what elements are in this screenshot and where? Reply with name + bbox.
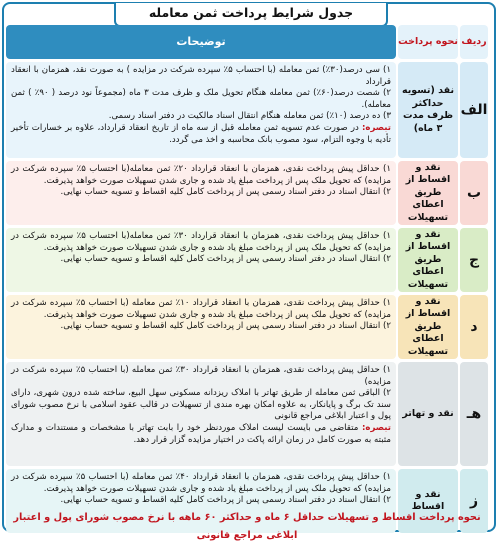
row-method: نقد و اقساط از طریق اعطای تسهیلات — [398, 161, 458, 225]
table-row — [6, 62, 488, 158]
table-row — [6, 295, 488, 359]
row-method: نقد و تهاتر — [398, 362, 458, 466]
desc-line: ۱) حداقل پیش پرداخت نقدی، همزمان با انعقاد قرارداد ۴۰٪ ثمن معامله (با احتساب ۵٪ سپرده شرکت در مزایده) که تحویل ملک پس از پرداخت مبلغ یاد شده و جاری شدن تسهیلات صورت خواهد پذیرفت. — [11, 472, 391, 494]
desc-line: ۲) انتقال اسناد در دفتر اسناد رسمی پس از پرداخت کامل کلیه اقساط و تسویه حساب نهایی. — [60, 187, 391, 198]
row-letter: ج — [460, 228, 488, 292]
table-row — [6, 362, 488, 466]
note-text: در صورت عدم تسویه ثمن معامله قبل از سه ماه از تاریخ انعقاد قرارداد، علاوه بر خسارات تأخیر تأدیه با وجوه التزام، سود مصوب بانک محاسبه و اخذ می گردد. — [11, 122, 391, 145]
desc-line: ۲) انتقال اسناد در دفتر اسناد رسمی پس از پرداخت کامل کلیه اقساط و تسویه حساب نهایی. — [60, 254, 391, 265]
row-letter: د — [460, 295, 488, 359]
row-desc — [6, 161, 396, 225]
row-desc — [6, 62, 396, 158]
row-desc — [6, 362, 396, 466]
table-title: جدول شرایط پرداخت ثمن معامله — [114, 3, 388, 27]
header-desc: توضیحات — [6, 25, 396, 59]
row-desc — [6, 295, 396, 359]
table-row — [6, 161, 488, 225]
desc-line: ۱) حداقل پیش پرداخت نقدی، همزمان با انعقاد قرارداد ۳۰٪ ثمن معامله (با احتساب ۵٪ سپرده شرکت در مزایده) — [11, 365, 391, 387]
desc-line: ۲) انتقال اسناد در دفتر اسناد رسمی پس از پرداخت کامل کلیه اقساط و تسویه حساب نهایی. — [60, 321, 391, 332]
table-row — [6, 228, 488, 292]
header-row — [6, 25, 488, 59]
row-letter: الف — [460, 62, 488, 158]
desc-line: ۳) ده درصد (۱۰٪) ثمن معامله هنگام انتقال اسناد مالکیت در دفتر اسناد رسمی. — [108, 111, 391, 122]
row-method: نقد (تسویه حداکثر ظرف مدت ۳ ماه) — [398, 62, 458, 158]
row-method: نقد و اقساط — [398, 469, 458, 533]
note-label: تبصره: — [361, 422, 392, 433]
desc-line: ۱) حداقل پیش پرداخت نقدی، همزمان با انعقاد قرارداد ۲۰٪ ثمن معامله(با احتساب ۵٪ سپرده شرکت در مزایده) که تحویل ملک پس از پرداخت مبلغ یاد شده و جاری شدن تسهیلات صورت خواهد پذیرفت. — [11, 164, 391, 186]
row-method: نقد و اقساط از طریق اعطای تسهیلات — [398, 295, 458, 359]
desc-line: ۲) الباقی ثمن معامله از طریق تهاتر با املاک ریزدانه مسکونی سهل البیع، ساخته شده درون شهری، دارای سند تک برگ و پایانکار، به علاوه امکان بهره مندی از تسهیلات در قالب عقود اسلامی با نرخ مصوب شورای پول و اعتبار ابلاغی مراجع قانونی — [11, 388, 391, 422]
header-letter: ردیف — [460, 25, 488, 59]
row-letter: ز — [460, 469, 488, 533]
desc-line: ۲) شصت درصد(۶۰٪) ثمن معامله هنگام تحویل ملک و ظرف مدت ۳ ماه (مجموعاً نود درصد ( ۹۰٪ ) ثمن معامله). — [11, 88, 391, 110]
row-desc — [6, 228, 396, 292]
desc-line: ۱) حداقل پیش پرداخت نقدی، همزمان با انعقاد قرارداد ۳۰٪ ثمن معامله(با احتساب ۵٪ سپرده شرکت در مزایده) که تحویل ملک پس از پرداخت مبلغ یاد شده و جاری شدن تسهیلات صورت خواهد پذیرفت. — [11, 231, 391, 253]
header-method: نحوه پرداخت — [398, 25, 458, 59]
desc-line: ۱) سی درصد(۳۰٪) ثمن معامله (با احتساب ۵٪ سپرده شرکت در مزایده ) به صورت نقد، همزمان با انعقاد قرارداد — [11, 65, 391, 87]
desc-line: ۲) انتقال اسناد در دفتر اسناد رسمی پس از پرداخت کامل کلیه اقساط و تسویه حساب نهایی. — [60, 495, 391, 506]
footer-note: نحوه پرداخت اقساط و تسهیلات حداقل ۶ ماه و حداکثر ۶۰ ماهه با نرخ مصوب شورای پول و اعتبار ابلاغی مراجع قانونی — [13, 512, 481, 541]
row-letter: هـ — [460, 362, 488, 466]
row-method: نقد و اقساط از طریق اعطای تسهیلات — [398, 228, 458, 292]
note-text: متقاضی می بایست لیست املاک موردنظر خود را بابت تهاتر با مشخصات و مستندات و مدارک مثبته به صورت کامل در زمان ارائه پاکت در اختیار مزایده گزار قرار دهد. — [11, 422, 391, 445]
row-letter: ب — [460, 161, 488, 225]
note-label: تبصره: — [361, 122, 391, 133]
desc-line: ۱) حداقل پیش پرداخت نقدی، همزمان با انعقاد قرارداد ۱۰٪ ثمن معامله (با احتساب ۵٪ سپرده شرکت در مزایده) که تحویل ملک پس از پرداخت مبلغ یاد شده و جاری شدن تسهیلات صورت خواهد پذیرفت. — [11, 298, 391, 320]
